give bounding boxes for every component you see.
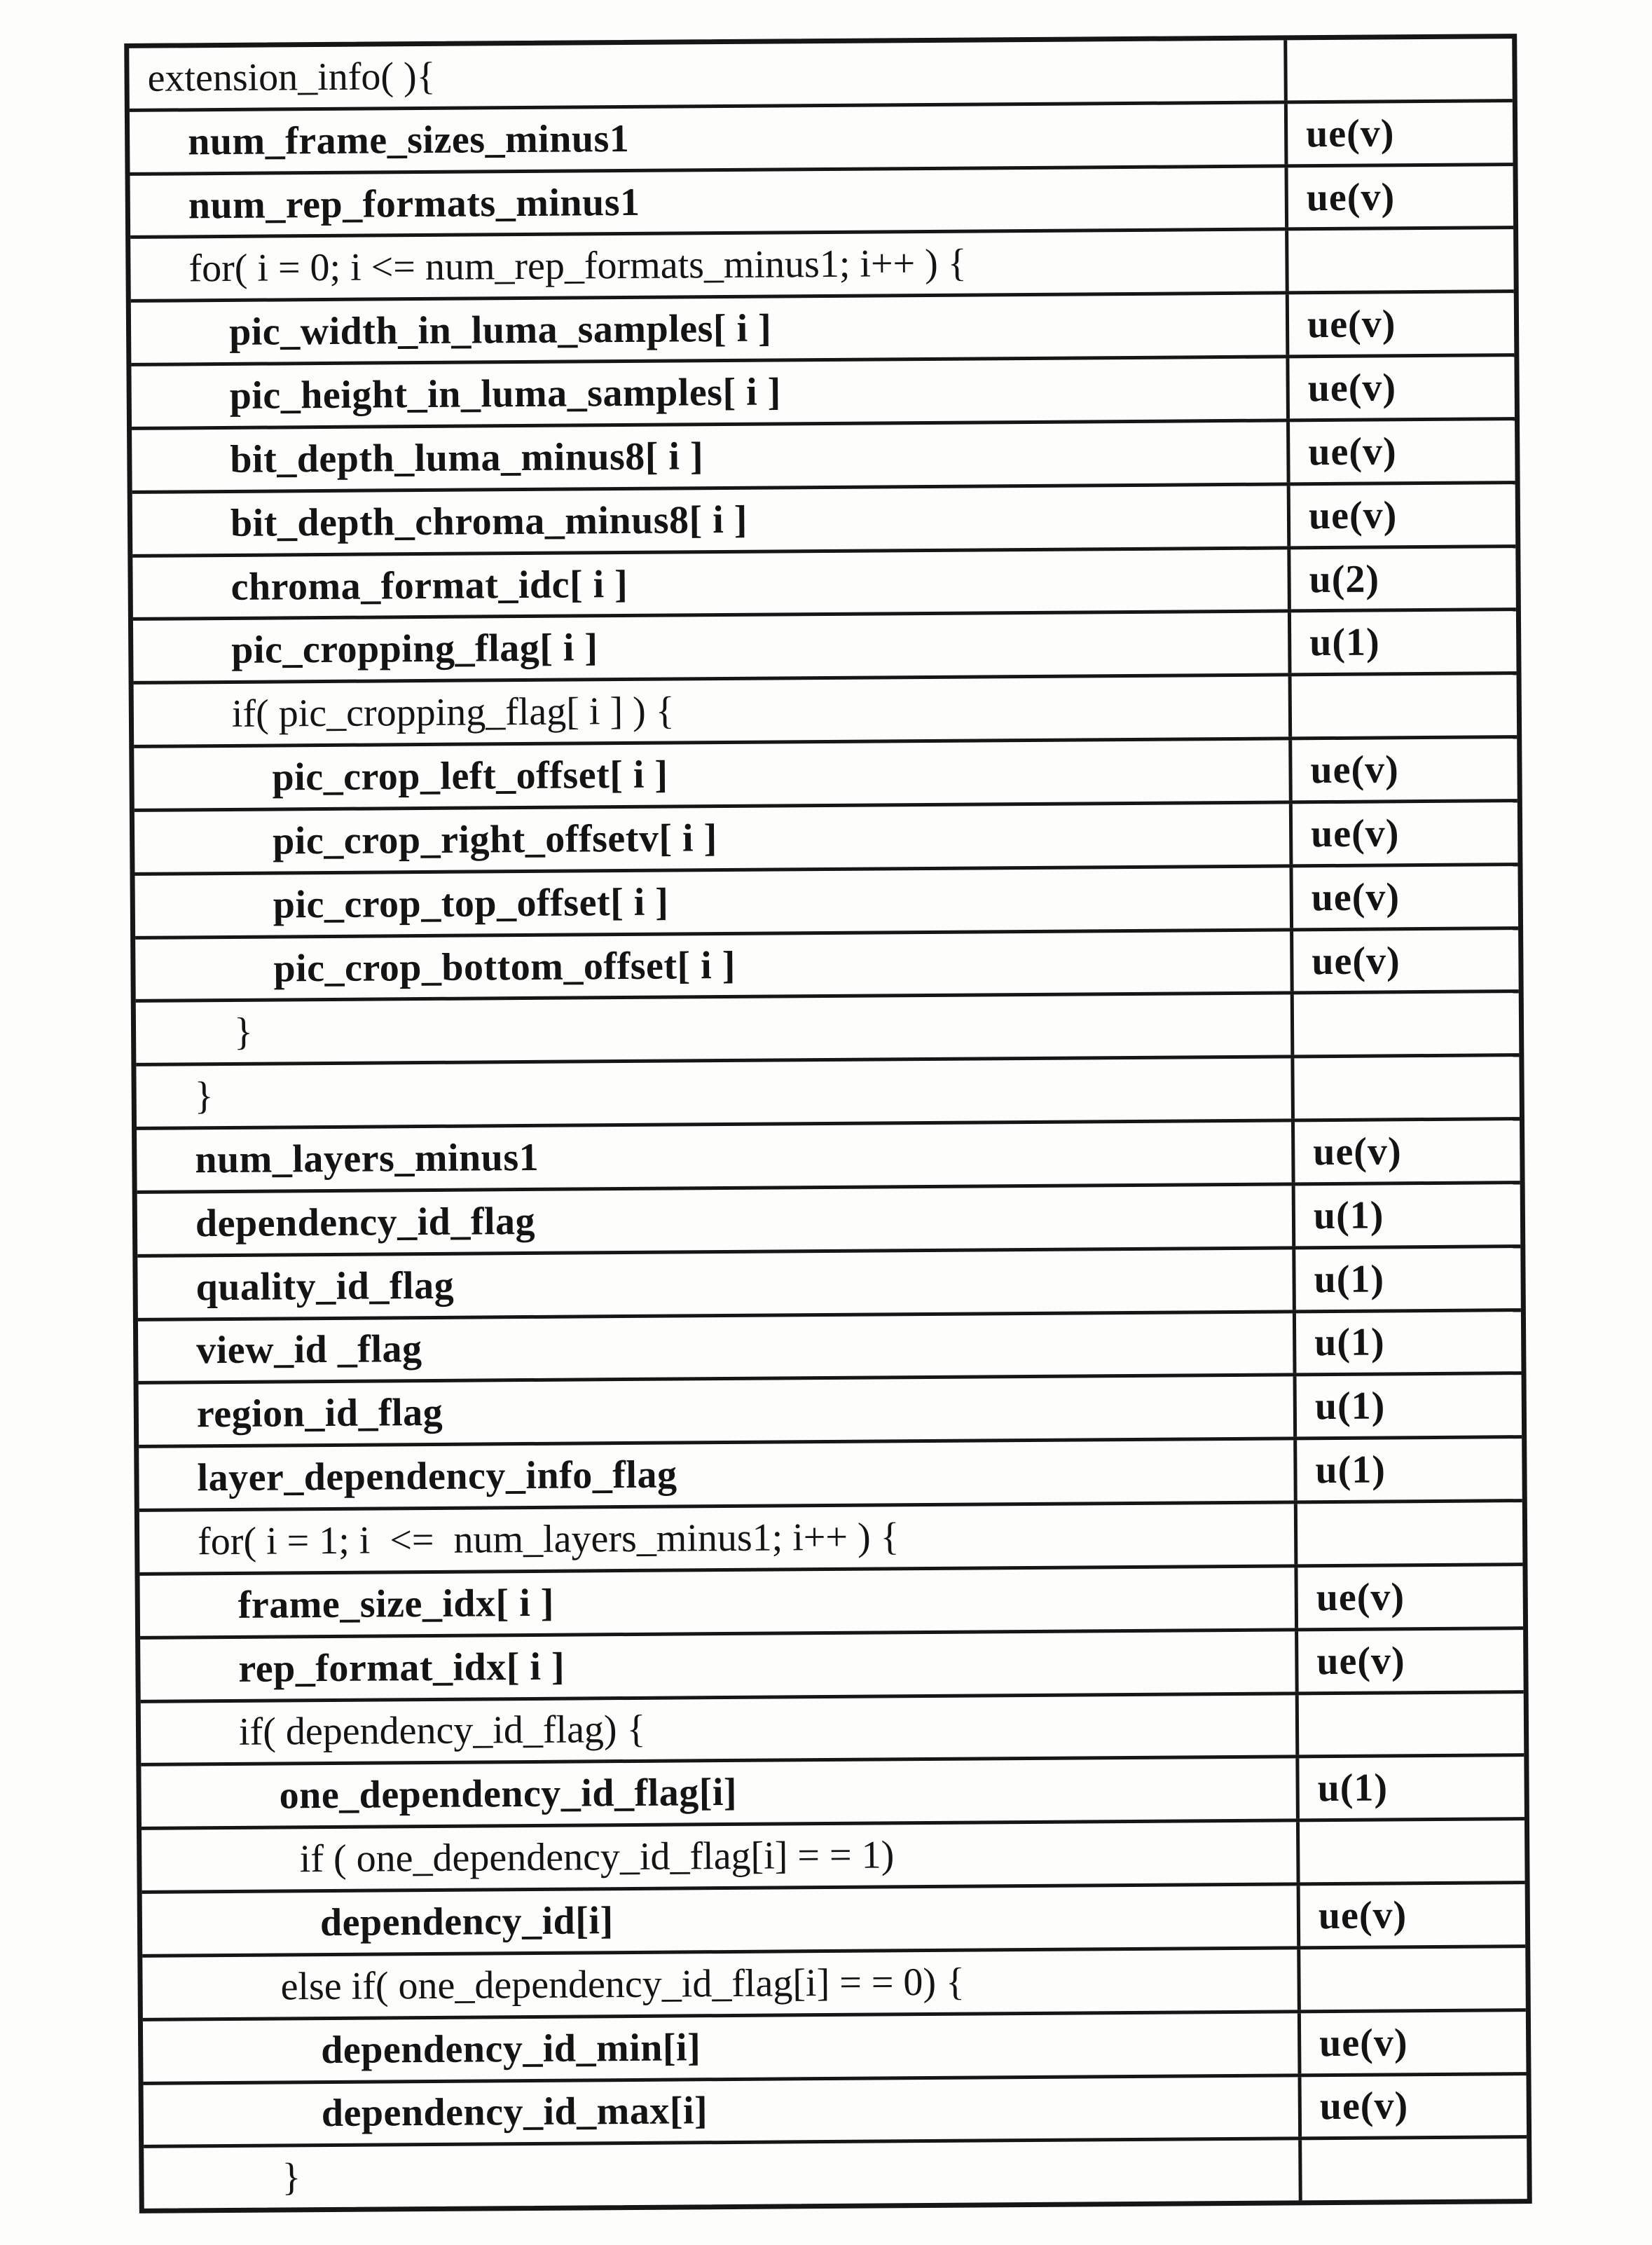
descriptor-cell bbox=[1298, 2138, 1527, 2200]
table-row bbox=[132, 417, 1515, 490]
syntax-cell: dependency_id_flag bbox=[195, 1199, 536, 1246]
table-row bbox=[141, 1690, 1524, 1764]
table-row bbox=[142, 1881, 1526, 1954]
descriptor-cell: ue(v) bbox=[1287, 484, 1516, 546]
table-row bbox=[137, 1181, 1521, 1254]
descriptor-cell: u(1) bbox=[1293, 1312, 1522, 1373]
syntax-cell: dependency_id[i] bbox=[319, 1899, 614, 1945]
table-row bbox=[134, 671, 1517, 745]
syntax-cell: quality_id_flag bbox=[195, 1263, 455, 1309]
descriptor-cell bbox=[1297, 1948, 1526, 2010]
descriptor-cell: ue(v) bbox=[1298, 2075, 1527, 2137]
syntax-cell: chroma_format_idc[ i ] bbox=[230, 562, 628, 609]
syntax-cell: } bbox=[282, 2155, 301, 2199]
descriptor-cell bbox=[1295, 1694, 1524, 1755]
syntax-cell: for( i = 0; i <= num_rep_formats_minus1; i++ ) { bbox=[188, 241, 967, 291]
table-row bbox=[142, 1944, 1526, 2018]
table-row bbox=[137, 1244, 1521, 1318]
table-row bbox=[137, 1117, 1520, 1190]
syntax-cell: view_id _flag bbox=[196, 1327, 422, 1373]
descriptor-cell bbox=[1296, 1820, 1525, 1882]
descriptor-cell bbox=[1283, 39, 1513, 100]
syntax-cell: dependency_id_max[i] bbox=[321, 2089, 708, 2136]
table-row bbox=[139, 1499, 1523, 1572]
syntax-cell: extension_info( ){ bbox=[147, 54, 436, 100]
table-row bbox=[140, 1626, 1524, 1700]
syntax-cell: pic_width_in_luma_samples[ i ] bbox=[228, 306, 772, 355]
syntax-cell: layer_dependency_info_flag bbox=[197, 1453, 677, 1500]
descriptor-cell: ue(v) bbox=[1286, 420, 1515, 482]
descriptor-cell: u(2) bbox=[1287, 548, 1516, 610]
syntax-cell: bit_depth_luma_minus8[ i ] bbox=[230, 434, 704, 481]
table-row bbox=[135, 926, 1519, 1000]
syntax-cell: if( pic_cropping_flag[ i ] ) { bbox=[231, 689, 675, 736]
syntax-cell: dependency_id_min[i] bbox=[320, 2025, 701, 2072]
syntax-cell: if ( one_dependency_id_flag[i] = = 1) bbox=[299, 1833, 895, 1881]
descriptor-cell: u(1) bbox=[1295, 1757, 1524, 1818]
table-row bbox=[132, 544, 1516, 618]
table-row bbox=[133, 608, 1517, 682]
table-row bbox=[135, 863, 1518, 936]
table-row bbox=[130, 226, 1514, 300]
syntax-cell: one_dependency_id_flag[i] bbox=[279, 1771, 738, 1818]
descriptor-cell: ue(v) bbox=[1289, 866, 1518, 928]
descriptor-cell: ue(v) bbox=[1297, 1884, 1526, 1946]
table-row bbox=[139, 1563, 1523, 1636]
syntax-cell: pic_crop_right_offsetv[ i ] bbox=[272, 816, 717, 863]
descriptor-cell: ue(v) bbox=[1284, 166, 1513, 228]
table-row bbox=[143, 2008, 1527, 2082]
syntax-cell: pic_crop_top_offset[ i ] bbox=[273, 880, 669, 927]
table-row bbox=[135, 799, 1518, 872]
syntax-cell: pic_crop_bottom_offset[ i ] bbox=[273, 943, 736, 991]
syntax-cell: frame_size_idx[ i ] bbox=[238, 1581, 555, 1627]
descriptor-cell bbox=[1290, 994, 1520, 1055]
syntax-cell: else if( one_dependency_id_flag[i] = = 0) { bbox=[280, 1960, 965, 2009]
syntax-table bbox=[124, 34, 1532, 2213]
descriptor-cell: u(1) bbox=[1288, 612, 1517, 673]
table-row bbox=[131, 353, 1515, 427]
table-row bbox=[141, 1753, 1524, 1827]
table-row bbox=[131, 289, 1515, 363]
descriptor-cell bbox=[1290, 1057, 1520, 1118]
descriptor-cell bbox=[1288, 675, 1517, 736]
table-row bbox=[144, 2135, 1527, 2209]
table-row bbox=[144, 2072, 1527, 2146]
descriptor-cell: u(1) bbox=[1293, 1375, 1522, 1436]
descriptor-cell bbox=[1285, 230, 1514, 291]
table-row bbox=[129, 39, 1513, 109]
descriptor-cell: ue(v) bbox=[1288, 739, 1517, 800]
syntax-cell: rep_format_idx[ i ] bbox=[238, 1645, 565, 1691]
descriptor-cell bbox=[1294, 1502, 1523, 1564]
descriptor-cell: u(1) bbox=[1293, 1439, 1522, 1500]
descriptor-cell: u(1) bbox=[1292, 1248, 1521, 1310]
table-row bbox=[136, 1053, 1520, 1127]
table-row bbox=[132, 481, 1516, 554]
table-row bbox=[138, 1308, 1522, 1382]
table-row bbox=[136, 990, 1520, 1064]
descriptor-cell: ue(v) bbox=[1291, 1120, 1520, 1182]
descriptor-cell: ue(v) bbox=[1289, 802, 1518, 864]
table-row bbox=[139, 1435, 1522, 1509]
syntax-cell: num_frame_sizes_minus1 bbox=[187, 116, 630, 164]
table-row bbox=[130, 99, 1513, 172]
descriptor-cell: ue(v) bbox=[1290, 930, 1519, 991]
syntax-cell: num_layers_minus1 bbox=[195, 1135, 539, 1182]
descriptor-cell: ue(v) bbox=[1297, 2012, 1527, 2073]
table-row bbox=[142, 1817, 1525, 1890]
syntax-cell: for( i = 1; i <= num_layers_minus1; i++ ) { bbox=[197, 1515, 900, 1564]
syntax-cell: } bbox=[194, 1074, 214, 1118]
syntax-cell: } bbox=[233, 1010, 254, 1055]
table-row bbox=[134, 735, 1517, 809]
table-row bbox=[130, 163, 1513, 236]
descriptor-cell: ue(v) bbox=[1286, 357, 1515, 418]
descriptor-cell: u(1) bbox=[1292, 1184, 1521, 1246]
table-row bbox=[139, 1371, 1522, 1445]
descriptor-cell: ue(v) bbox=[1284, 102, 1513, 164]
syntax-cell: pic_crop_left_offset[ i ] bbox=[272, 753, 668, 799]
syntax-cell: region_id_flag bbox=[196, 1391, 443, 1436]
descriptor-cell: ue(v) bbox=[1286, 293, 1515, 355]
syntax-cell: bit_depth_chroma_minus8[ i ] bbox=[230, 497, 748, 545]
descriptor-cell: ue(v) bbox=[1295, 1630, 1524, 1691]
syntax-cell: pic_cropping_flag[ i ] bbox=[231, 626, 598, 673]
syntax-cell: num_rep_formats_minus1 bbox=[188, 180, 640, 227]
descriptor-cell: ue(v) bbox=[1294, 1566, 1523, 1628]
syntax-cell: if( dependency_id_flag) { bbox=[238, 1708, 646, 1755]
syntax-cell: pic_height_in_luma_samples[ i ] bbox=[229, 370, 782, 418]
